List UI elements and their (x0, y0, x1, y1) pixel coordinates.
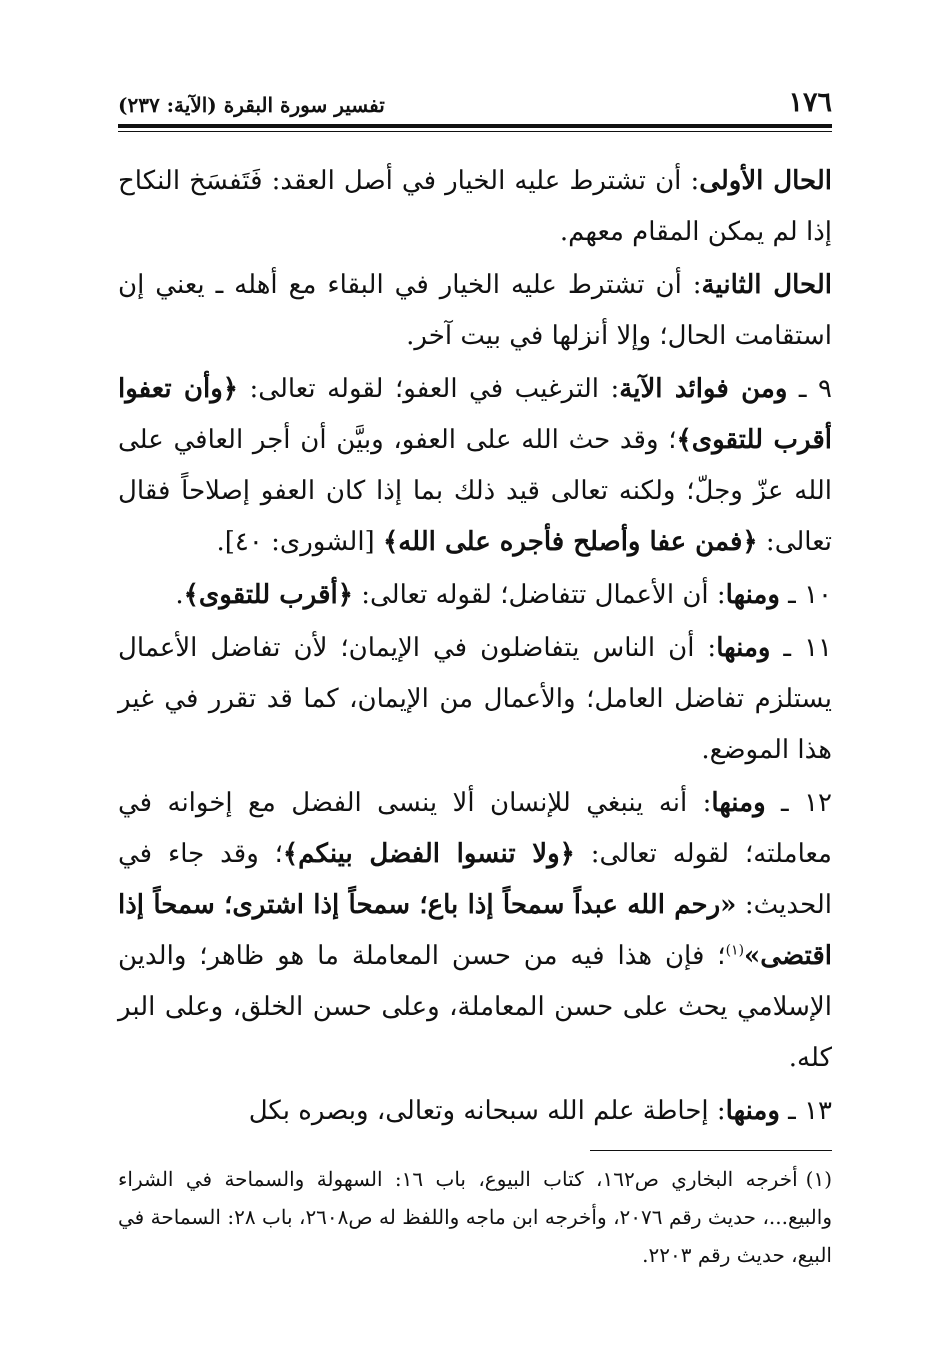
paragraph-text: : أن تشترط عليه الخيار في البقاء مع أهله ـ يعني إن استقامت الحال؛ وإلا أنزلها في بيت آخر. (118, 270, 832, 351)
quran-quote: ﴿فمن عفا وأصلح فأجره على الله﴾ (382, 527, 758, 557)
paragraph-text: ؛ فإن هذا فيه من حسن المعاملة ما هو ظاهر؛ والدين الإسلامي يحث على حسن المعاملة، وعلى حسن الخلق، وعلى البر كله. (118, 941, 832, 1073)
paragraph-lead: ومنها (725, 1096, 780, 1126)
paragraph-lead: ومن فوائد الآية (619, 374, 788, 404)
paragraph-text: : الترغيب في العفو؛ لقوله تعالى: (238, 374, 620, 404)
quran-quote: ﴿ولا تنسوا الفضل بينكم﴾ (282, 839, 575, 869)
paragraph-text: ؛ وقد حث الله على العفو، وبيَّن أن أجر العافي على الله عزّ وجلّ؛ ولكنه تعالى قيد ذلك بما إذا كان العفو إصلاحاً فقال تعالى: (118, 425, 832, 557)
paragraph-text: : أن الناس يتفاضلون في الإيمان؛ لأن تفاضل الأعمال يستلزم تفاضل العامل؛ والأعمال من الإيمان، كما قد تقرر في غير هذا الموضع. (118, 633, 832, 765)
surah-reference: [الشورى: ٤٠]. (216, 527, 383, 557)
paragraph-text: : أن الأعمال تتفاضل؛ لقوله تعالى: (352, 580, 726, 610)
item-number: ٩ ـ (787, 374, 833, 404)
running-title: تفسير سورة البقرة (الآية: ٢٣٧) (118, 93, 385, 117)
paragraph-lead: ومنها (725, 580, 780, 610)
paragraph-lead: ومنها (711, 788, 766, 818)
footnote-reference[interactable]: (١) (725, 942, 745, 959)
quran-quote: ﴿وأن تعفوا أقرب للتقوى﴾ (118, 374, 833, 455)
item-number: ١٣ ـ (779, 1096, 832, 1126)
main-text (118, 156, 832, 1139)
paragraph-lead: الحال الأولى (699, 166, 832, 196)
item-number: ١٠ ـ (779, 580, 832, 610)
paragraph-lead: ومنها (716, 633, 771, 663)
hadith-quote: «رحم الله عبداً سمحاً إذا باع؛ سمحاً إذا اشترى؛ سمحاً إذا اقتضى» (118, 890, 832, 971)
page-header (118, 86, 832, 122)
footnote-item (118, 1160, 832, 1274)
item-number: ١١ ـ (770, 633, 832, 663)
paragraph-benefit-10 (118, 570, 832, 621)
paragraph-text: . (175, 580, 184, 610)
paragraph-text: ؛ وقد جاء في الحديث: (118, 839, 832, 920)
footnote-text: أخرجه البخاري ص١٦٢، كتاب البيوع، باب ١٦: السهولة والسماحة في الشراء والبيع...، حديث رقم ٢٠٧٦، وأخرجه ابن ماجه واللفظ له ص٢٦٠٨، باب ٢٨: السماحة في البيع، حديث رقم ٢٢٠٣. (118, 1167, 832, 1267)
page-number: ١٧٦ (788, 87, 832, 118)
paragraph-benefit-13 (118, 1086, 832, 1137)
paragraph-first-case (118, 156, 832, 258)
paragraph-benefit-11 (118, 623, 832, 776)
footnote-separator (590, 1150, 832, 1151)
paragraph-second-case (118, 260, 832, 362)
footnotes (118, 1160, 832, 1274)
paragraph-lead: الحال الثانية (701, 270, 832, 300)
paragraph-benefit-12 (118, 778, 832, 1084)
item-number: ١٢ ـ (765, 788, 832, 818)
footnote-marker: (١) (805, 1167, 833, 1191)
paragraph-text: : أن تشترط عليه الخيار في أصل العقد: فَتَفسَخ النكاح إذا لم يمكن المقام معهم. (118, 166, 832, 247)
paragraph-text: : إحاطة علم الله سبحانه وتعالى، وبصره بكل (248, 1096, 726, 1126)
paragraph-benefit-9 (118, 364, 832, 568)
header-rule-thick (118, 124, 832, 128)
header-rule-thin (118, 131, 832, 132)
quran-quote: ﴿أقرب للتقوى﴾ (183, 580, 353, 610)
paragraph-text: : أنه ينبغي للإنسان ألا ينسى الفضل مع إخوانه في معاملته؛ لقوله تعالى: (118, 788, 832, 869)
